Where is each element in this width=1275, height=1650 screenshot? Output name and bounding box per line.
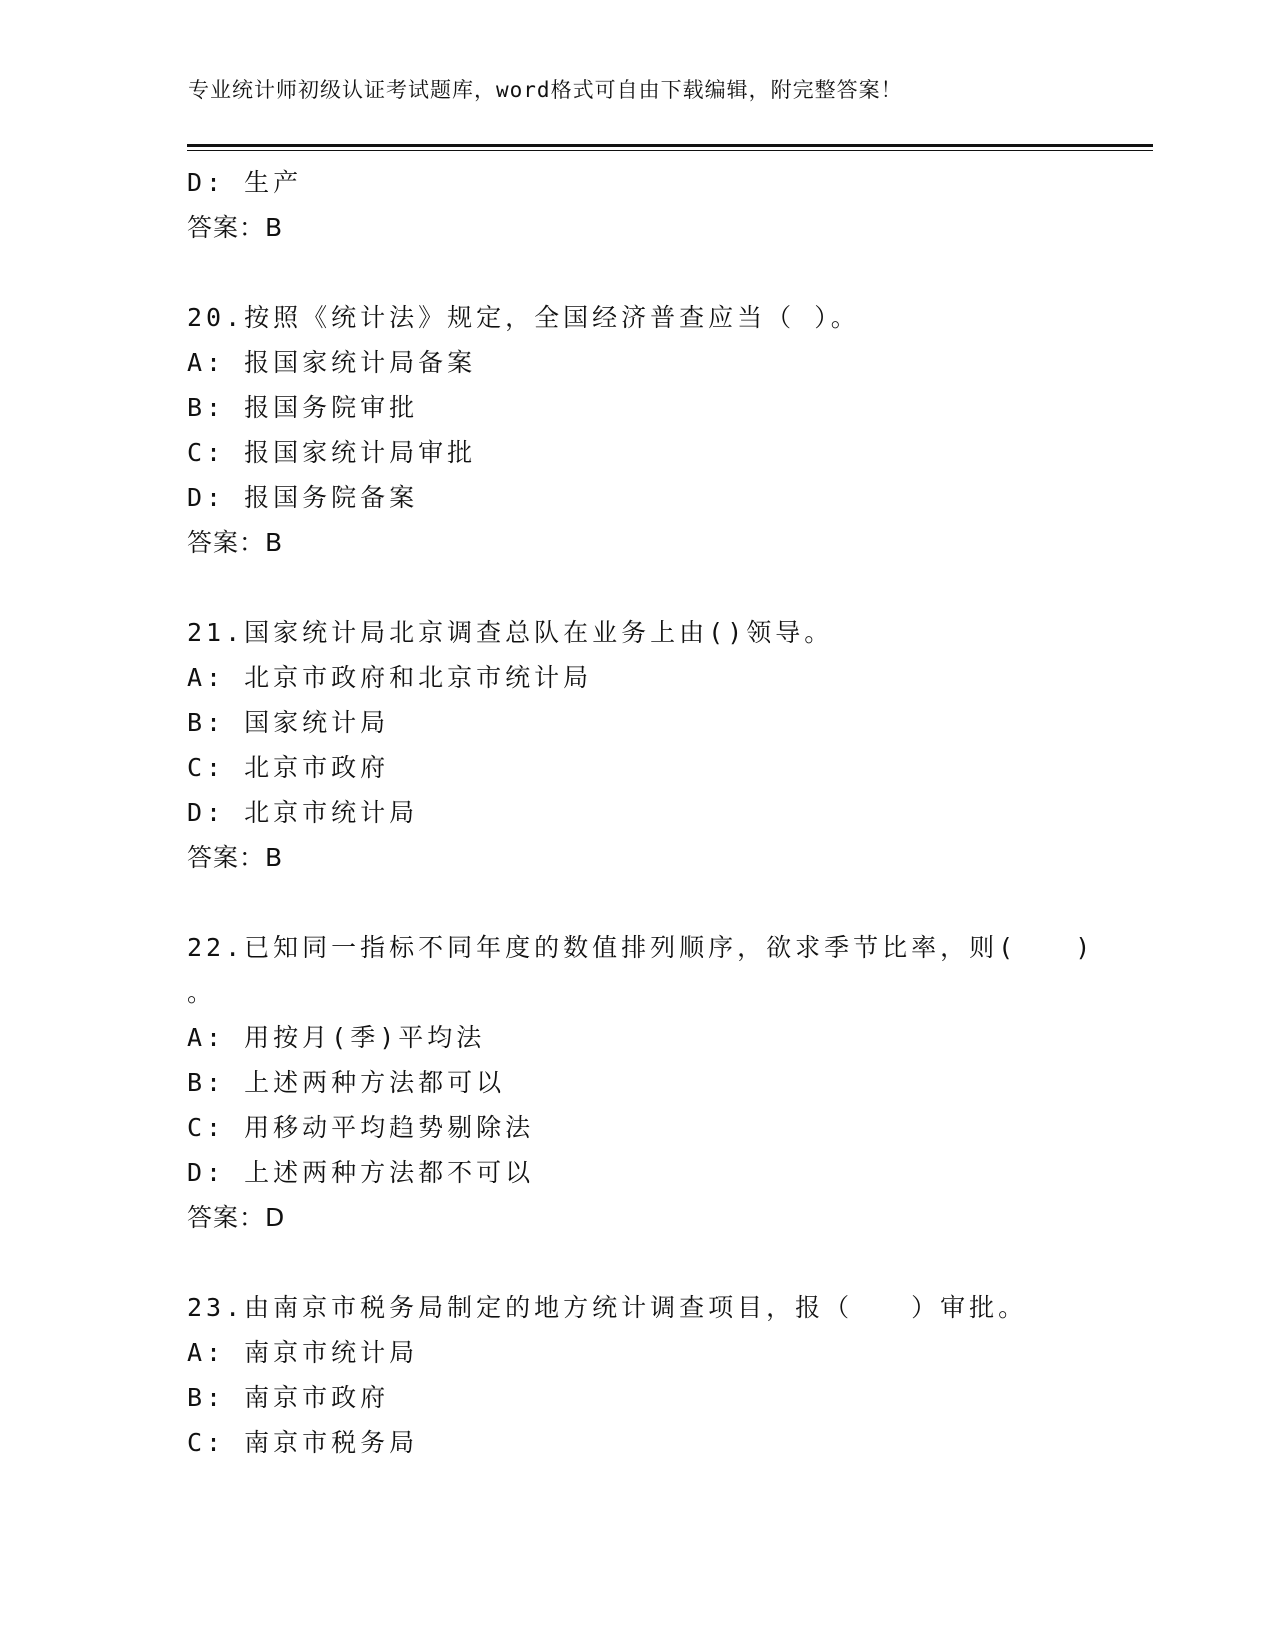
question-20-answer: 答案：B (187, 528, 284, 557)
question-22-text: 22.已知同一指标不同年度的数值排列顺序，欲求季节比率，则( ) (187, 933, 1095, 962)
question-21 (187, 610, 1153, 880)
question-23 (187, 1285, 1153, 1465)
question-21-option-d: D: 北京市统计局 (187, 798, 419, 827)
question-22-answer: 答案：D (187, 1203, 286, 1232)
question-22-option-c: C: 用移动平均趋势剔除法 (187, 1113, 535, 1142)
question-22-option-a: A: 用按月(季)平均法 (187, 1023, 486, 1052)
question-22-option-b: B: 上述两种方法都可以 (187, 1068, 506, 1097)
question-21-option-c: C: 北京市政府 (187, 753, 390, 782)
question-23-option-a: A: 南京市统计局 (187, 1338, 419, 1367)
question-20-option-b: B: 报国务院审批 (187, 393, 419, 422)
question-22 (187, 925, 1153, 1240)
question-22-option-d: D: 上述两种方法都不可以 (187, 1158, 535, 1187)
question-21-answer: 答案：B (187, 843, 284, 872)
question-list (187, 160, 1153, 1465)
question-20-option-a: A: 报国家统计局备案 (187, 348, 477, 377)
question-20-option-c: C: 报国家统计局审批 (187, 438, 477, 467)
question-23-option-b: B: 南京市政府 (187, 1383, 390, 1412)
question-21-option-a: A: 北京市政府和北京市统计局 (187, 663, 593, 692)
question-20 (187, 295, 1153, 565)
header-rule-thin (187, 150, 1153, 151)
question-22-text-continuation: 。 (187, 978, 213, 1007)
question-20-text: 20.按照《统计法》规定，全国经济普查应当（ ）。 (187, 303, 860, 332)
question-23-option-c: C: 南京市税务局 (187, 1428, 419, 1457)
prev-answer: 答案：B (187, 213, 284, 242)
question-21-text: 21.国家统计局北京调查总队在业务上由()领导。 (187, 618, 834, 647)
header-rule-thick (187, 144, 1153, 147)
question-23-text: 23.由南京市税务局制定的地方统计调查项目，报（ ）审批。 (187, 1293, 1028, 1322)
page-header: 专业统计师初级认证考试题库，word格式可自由下载编辑，附完整答案！ (188, 78, 903, 102)
question-20-option-d: D: 报国务院备案 (187, 483, 419, 512)
prev-option-d: D: 生产 (187, 168, 303, 197)
question-21-option-b: B: 国家统计局 (187, 708, 390, 737)
